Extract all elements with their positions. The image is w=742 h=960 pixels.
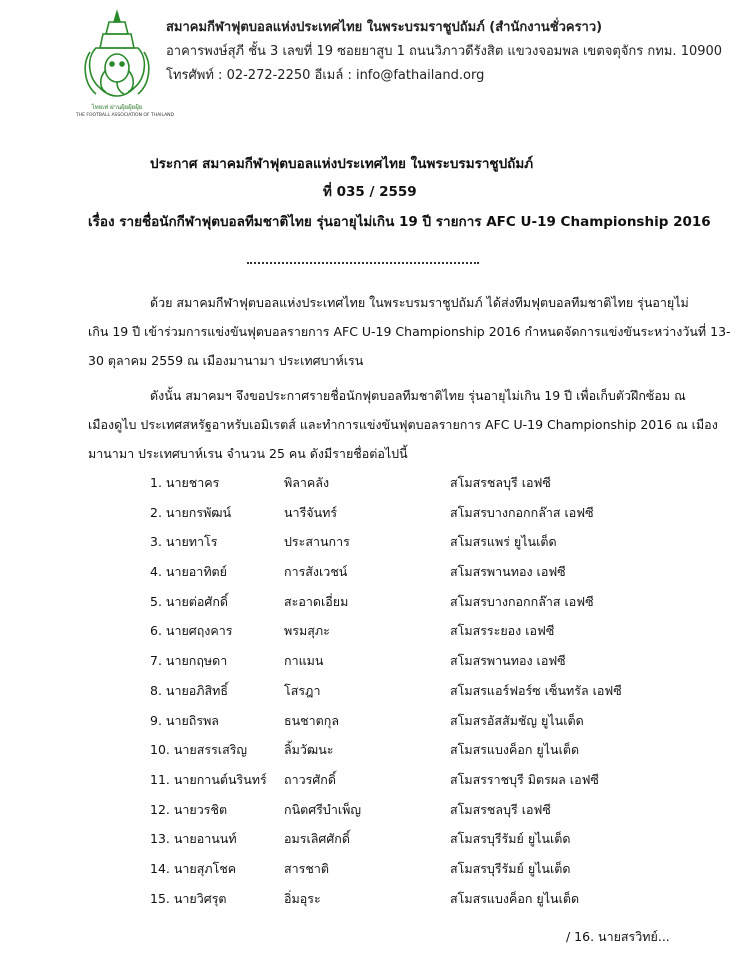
announcement-subject: เรื่อง รายชื่อนักกีฬาฟุตบอลทีมชาติไทย รุ่นอายุไม่เกิน 19 ปี รายการ AFC U-19 Championship 2016 xyxy=(88,214,711,230)
elephant-crest-icon xyxy=(76,8,158,104)
logo-caption-english: THE FOOTBALL ASSOCIATION OF THAILAND xyxy=(76,113,175,118)
player-name: 14. นายสุภโชค xyxy=(150,860,237,876)
paragraph-2-line-2: เมืองดูไบ ประเทศสหรัฐอาหรับเอมิเรตส์ และทำการแข่งขันฟุตบอลรายการ AFC U-19 Championship 2016 ณ เมือง xyxy=(88,417,718,432)
paragraph-2-line-3: มานามา ประเทศบาห์เรน จำนวน 25 คน ดังมีรายชื่อต่อไปนี้ xyxy=(88,446,408,461)
player-club: สโมสรอัสสัมชัญ ยูไนเต็ด xyxy=(450,712,584,728)
player-club: สโมสรพานทอง เอฟซี xyxy=(450,564,566,580)
player-name: 3. นายทาโร xyxy=(150,534,218,550)
player-name: 9. นายถิรพล xyxy=(150,712,219,728)
paragraph-1-line-1: ด้วย สมาคมกีฬาฟุตบอลแห่งประเทศไทย ในพระบรมราชูปถัมภ์ ได้ส่งทีมฟุตบอลทีมชาติไทย รุ่นอายุไม่ xyxy=(150,295,689,310)
player-surname: พรมสุภะ xyxy=(284,623,330,639)
player-club: สโมสรระยอง เอฟซี xyxy=(450,623,555,639)
player-surname: อมรเลิศศักดิ์ xyxy=(284,831,350,847)
player-name: 12. นายวรชิต xyxy=(150,801,228,817)
player-club: สโมสรพานทอง เอฟซี xyxy=(450,653,566,669)
player-name: 4. นายอาทิตย์ xyxy=(150,564,227,580)
player-name: 7. นายกฤษดา xyxy=(150,653,228,669)
player-club: สโมสรบางกอกกล๊าส เอฟซี xyxy=(450,504,594,520)
paragraph-1-line-2: เกิน 19 ปี เข้าร่วมการแข่งขันฟุตบอลรายการ AFC U-19 Championship 2016 กำหนดจัดการแข่งขันระหว่างวันที่ 13- xyxy=(88,324,731,339)
continued-on-next-page: / 16. นายสรวิทย์... xyxy=(566,929,670,944)
player-name: 6. นายศฤงคาร xyxy=(150,623,233,639)
paragraph-2-line-1: ดังนั้น สมาคมฯ จึงขอประกาศรายชื่อนักฟุตบอลทีมชาติไทย รุ่นอายุไม่เกิน 19 ปี เพื่อเก็บตัวฝึกซ้อม ณ xyxy=(150,388,686,403)
player-name: 8. นายอภิสิทธิ์ xyxy=(150,682,229,698)
player-club: สโมสรชลบุรี เอฟซี xyxy=(450,801,551,817)
player-club: สโมสรแบงค็อก ยูไนเต็ด xyxy=(450,890,580,906)
dotted-divider xyxy=(247,262,479,264)
player-surname: สะอาดเอี่ยม xyxy=(284,593,349,609)
player-name: 15. นายวิศรุต xyxy=(150,890,227,906)
player-surname: ถาวรศักดิ์ xyxy=(284,771,336,787)
player-surname: การสังเวชน์ xyxy=(284,564,348,580)
player-club: สโมสรแอร์ฟอร์ซ เซ็นทรัล เอฟซี xyxy=(450,682,622,698)
organization-address: อาคารพงษ์สุภี ชั้น 3 เลขที่ 19 ซอยยาสูบ 1 ถนนวิภาวดีรังสิต แขวงจอมพล เขตจตุจักร กทม. 10900 xyxy=(166,44,723,59)
player-club: สโมสรบุรีรัมย์ ยูไนเต็ด xyxy=(450,860,571,876)
player-club: สโมสรชลบุรี เอฟซี xyxy=(450,475,551,490)
letterhead xyxy=(166,16,736,88)
player-surname: ธนชาตกุล xyxy=(284,712,340,728)
player-surname: พิลาคลัง xyxy=(284,475,330,490)
player-surname: ประสานการ xyxy=(284,534,350,550)
player-surname: กาแมน xyxy=(284,653,324,669)
player-surname: นารีจันทร์ xyxy=(284,504,338,520)
player-name: 11. นายกานต์นรินทร์ xyxy=(150,771,267,787)
player-name: 2. นายกรพัฒน์ xyxy=(150,504,232,520)
player-name: 13. นายอานนท์ xyxy=(150,831,237,847)
announcement-number: ที่ 035 / 2559 xyxy=(323,184,417,200)
player-surname: อิ่มอุระ xyxy=(284,890,321,906)
paragraph-1-line-3: 30 ตุลาคม 2559 ณ เมืองมานามา ประเทศบาห์เรน xyxy=(88,353,364,368)
player-name: 5. นายต่อศักดิ์ xyxy=(150,593,229,609)
player-club: สโมสรราชบุรี มิตรผล เอฟซี xyxy=(450,771,599,787)
player-name: 1. นายชาคร xyxy=(150,475,220,490)
player-surname: กนิตศรีบำเพ็ญ xyxy=(284,801,361,817)
player-club: สโมสรแบงค็อก ยูไนเต็ด xyxy=(450,742,580,758)
organization-name: สมาคมกีฬาฟุตบอลแห่งประเทศไทย ในพระบรมราชูปถัมภ์ (สำนักงานชั่วคราว) xyxy=(166,20,603,35)
player-name: 10. นายสรรเสริญ xyxy=(150,742,248,758)
fa-thailand-logo xyxy=(76,8,175,120)
player-club: สโมสรบางกอกกล๊าส เอฟซี xyxy=(450,593,594,609)
player-club: สโมสรบุรีรัมย์ ยูไนเต็ด xyxy=(450,831,571,847)
player-club: สโมสรแพร่ ยูไนเต็ด xyxy=(450,534,557,550)
organization-contact: โทรศัพท์ : 02-272-2250 อีเมล์ : info@fathailand.org xyxy=(166,68,485,83)
player-surname: สารชาติ xyxy=(284,860,329,876)
player-surname: ลิ้มวัฒนะ xyxy=(284,742,334,758)
player-surname: โสรฎา xyxy=(284,682,321,698)
announcement-heading: ประกาศ สมาคมกีฬาฟุตบอลแห่งประเทศไทย ในพระบรมราชูปถัมภ์ xyxy=(150,156,534,172)
logo-caption-thai: ไทยเท่ ฝานฝุ้ยฝุ้ยฝุ้ย xyxy=(91,104,143,111)
